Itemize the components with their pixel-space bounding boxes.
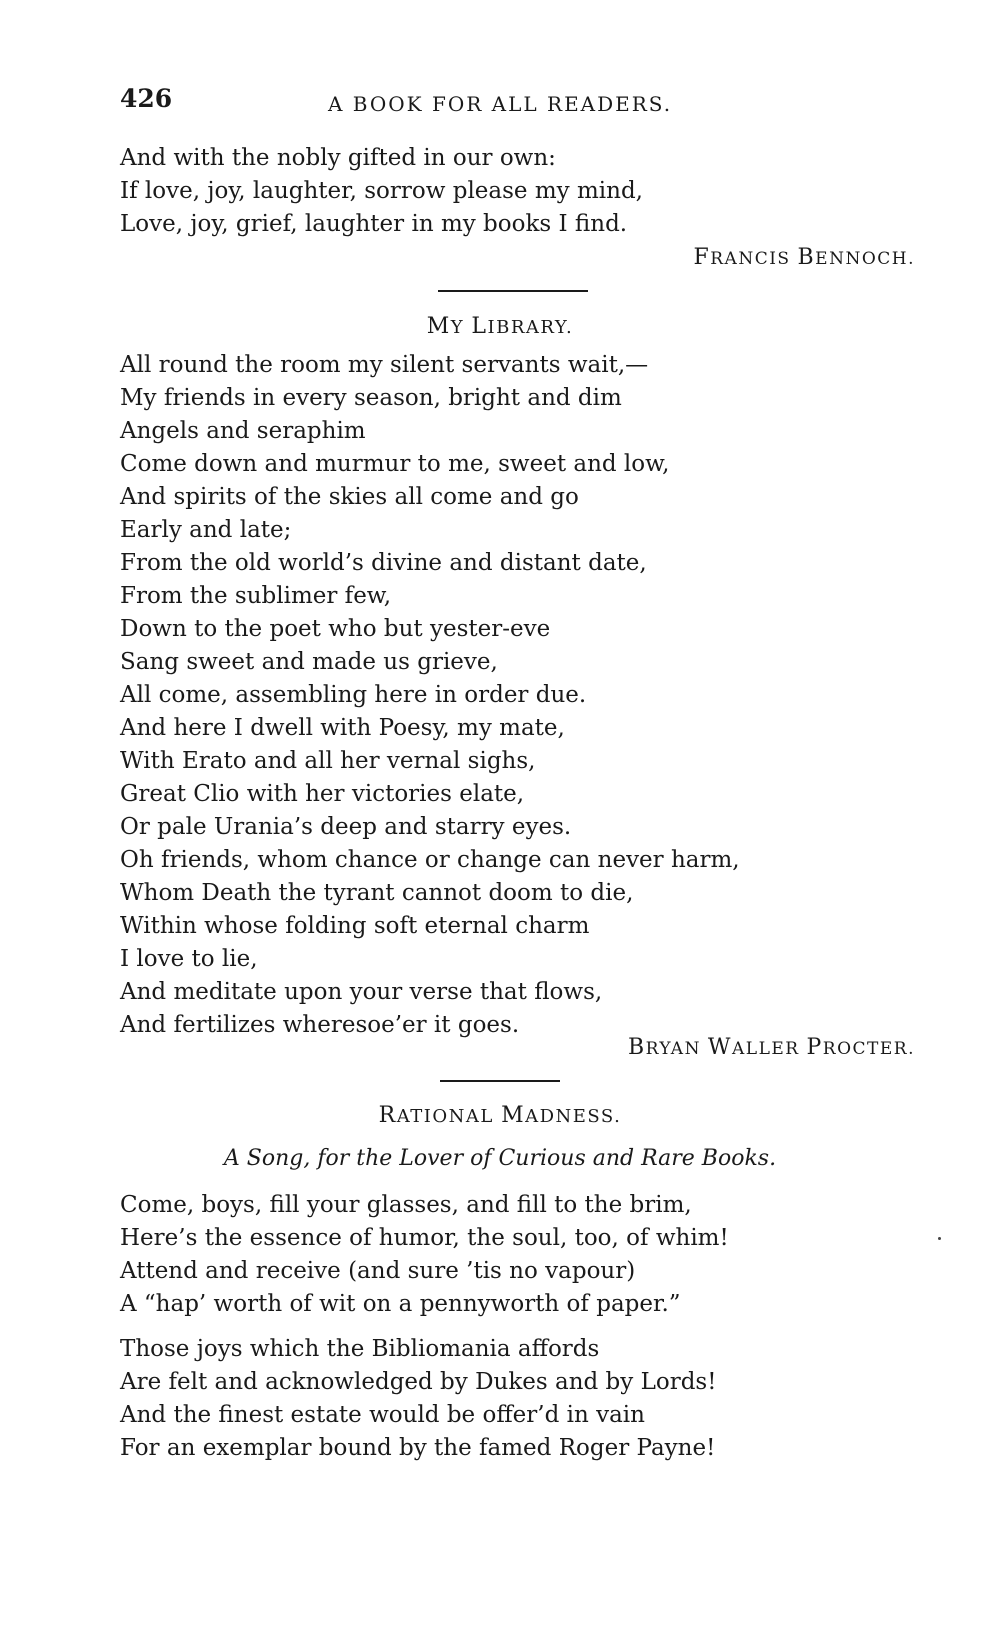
poem-line: From the old world’s divine and distant date, [120,550,647,576]
poem-line: All round the room my silent servants wait,— [120,352,649,378]
poem-title: RATIONAL MADNESS. [378,1103,622,1128]
poem-line: Great Clio with her victories elate, [120,781,525,807]
poem-stanza [120,1333,920,1465]
section-divider [440,1080,560,1082]
poem-line: I love to lie, [120,946,258,972]
author-attribution: BRYAN WALLER PROCTER. [627,1035,915,1060]
poem-line: Come, boys, fill your glasses, and fill to the brim, [120,1192,692,1218]
poem-line: For an exemplar bound by the famed Roger Payne! [120,1435,716,1461]
poem-line: Down to the poet who but yester-eve [120,616,551,642]
poem-line: And the finest estate would be offer’d in vain [120,1402,645,1428]
author-attribution: FRANCIS BENNOCH. [693,245,915,270]
poem-line: Are felt and acknowledged by Dukes and by Lords! [120,1369,717,1395]
poem-line: Within whose folding soft eternal charm [120,913,590,939]
poem-line: If love, joy, laughter, sorrow please my mind, [120,178,643,204]
poem-line: And with the nobly gifted in our own: [120,145,556,171]
poem-line: Come down and murmur to me, sweet and low, [120,451,670,477]
poem-line: And here I dwell with Poesy, my mate, [120,715,565,741]
poem-line: Love, joy, grief, laughter in my books I find. [120,211,628,237]
poem-line: And fertilizes wheresoe’er it goes. [120,1012,520,1038]
poem-line: Attend and receive (and sure ’tis no vapour) [120,1258,636,1284]
poem-line: Whom Death the tyrant cannot doom to die, [120,880,634,906]
poem-line: Those joys which the Bibliomania affords [120,1336,600,1362]
poem-line: All come, assembling here in order due. [120,682,587,708]
poem-ending-lines [120,142,920,241]
poem-line: Or pale Urania’s deep and starry eyes. [120,814,572,840]
poem-line: Early and late; [120,517,292,543]
poem-stanza [120,1189,920,1321]
poem-line: Angels and seraphim [120,418,366,444]
page-header [120,84,920,118]
poem-line: Oh friends, whom chance or change can never harm, [120,847,740,873]
poem-line: And meditate upon your verse that flows, [120,979,603,1005]
poem-body [120,349,920,1042]
poem-line: With Erato and all her vernal sighs, [120,748,536,774]
poem-line: Sang sweet and made us grieve, [120,649,498,675]
poem-line: A “hap’ worth of wit on a pennyworth of paper.” [120,1291,681,1317]
poem-title: MY LIBRARY. [426,314,574,339]
print-speck [938,1237,941,1240]
poem-line: My friends in every season, bright and dim [120,385,622,411]
poem-line: From the sublimer few, [120,583,392,609]
section-divider [438,290,588,292]
poem-line: And spirits of the skies all come and go [120,484,579,510]
running-title: A BOOK FOR ALL READERS. [328,92,673,116]
poem-line: Here’s the essence of humor, the soul, too, of whim! [120,1225,729,1251]
poem-subtitle: A Song, for the Lover of Curious and Rare Books. [223,1146,777,1171]
page-number: 426 [120,84,173,113]
